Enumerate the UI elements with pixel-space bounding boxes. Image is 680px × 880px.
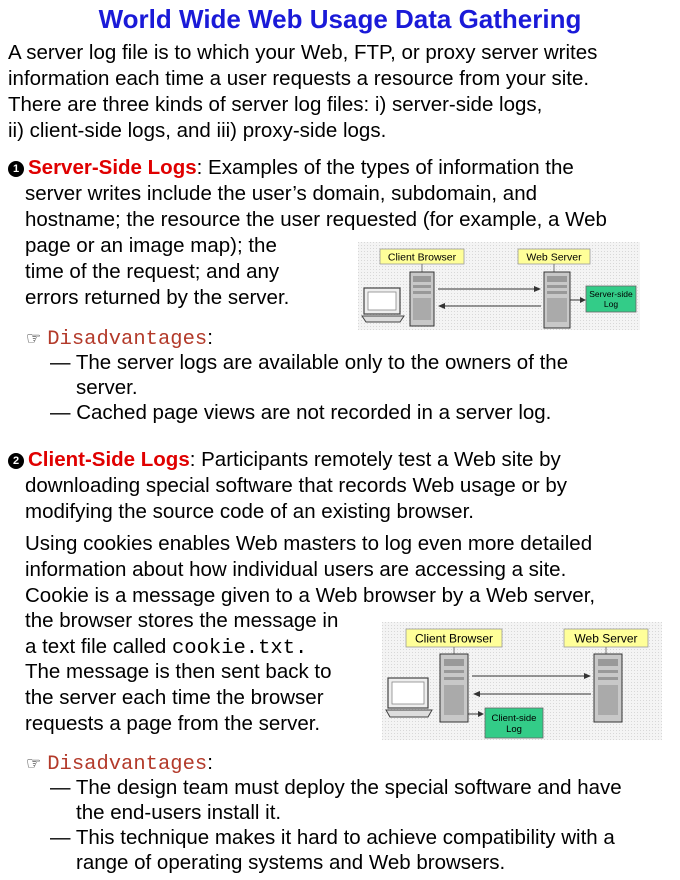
- client-log-label-line-1: Client-side: [491, 713, 537, 724]
- cookie-line-5: [25, 634, 307, 662]
- client-section-first-line: [8, 447, 561, 473]
- pointing-hand-icon: ☞: [26, 329, 42, 348]
- client-line-3: modifying the source code of an existing browser.: [25, 500, 474, 523]
- server-line-6: errors returned by the server.: [25, 286, 290, 309]
- cookie-line-4: the browser stores the message in: [25, 609, 339, 632]
- web-server-label: Web Server: [526, 251, 582, 264]
- client-bullet-1: — The design team must deploy the special software and have: [50, 776, 622, 799]
- cookie-line-7: the server each time the browser: [25, 686, 324, 709]
- intro-line-3: There are three kinds of server log files: i) server-side logs,: [8, 93, 543, 116]
- client-bullet-2: — This technique makes it hard to achieve compatibility with a: [50, 826, 615, 849]
- client-tower-icon: [410, 272, 434, 326]
- cookie-line-6: The message is then sent back to: [25, 660, 332, 683]
- cookie-line-1: Using cookies enables Web masters to log even more detailed: [25, 532, 593, 555]
- server-line-4: page or an image map); the: [25, 234, 277, 257]
- server-log-label-line-2: Log: [603, 299, 619, 309]
- computer-icon: [362, 288, 404, 322]
- client-log-label-line-2: Log: [506, 724, 522, 735]
- server-line-2: server writes include the user’s domain, subdomain, and: [25, 182, 538, 205]
- client-disadvantages-label: Disadvantages: [47, 753, 208, 776]
- server-side-log-diagram: [358, 242, 640, 330]
- page-title: World Wide Web Usage Data Gathering: [98, 4, 582, 34]
- client-line-1: : Participants remotely test a Web site by: [189, 448, 561, 471]
- client-bullet-2-cont: range of operating systems and Web browsers.: [76, 851, 506, 874]
- intro-line-1: A server log file is to which your Web, FTP, or proxy server writes: [8, 41, 598, 64]
- client-number-marker: 2: [8, 453, 24, 469]
- server-line-5: time of the request; and any: [25, 260, 280, 283]
- server-line-1: : Examples of the types of information the: [196, 156, 574, 179]
- cookie-line-2: information about how individual users are accessing a site.: [25, 558, 567, 581]
- server-disadvantages-label: Disadvantages: [47, 328, 208, 351]
- cookie-filename: cookie.txt.: [172, 637, 308, 660]
- server-number-marker: 1: [8, 161, 24, 177]
- client-disadvantages-heading: [26, 750, 213, 778]
- client-line-2: downloading special software that records Web usage or by: [25, 474, 568, 497]
- server-side-heading: Server-Side Logs: [28, 156, 197, 179]
- server-disadvantages-heading: [26, 325, 213, 353]
- server-line-3: hostname; the resource the user requested (for example, a Web: [25, 208, 607, 231]
- server-bullet-1: — The server logs are available only to the owners of the: [50, 351, 569, 374]
- cookie-line-8: requests a page from the server.: [25, 712, 321, 735]
- client-computer-icon: [386, 678, 432, 717]
- client-side-log-diagram: [382, 622, 662, 740]
- client-disadvantages-colon: :: [207, 751, 213, 774]
- client-bullet-1-cont: the end-users install it.: [76, 801, 282, 824]
- client-diagram-tower-icon: [440, 654, 468, 722]
- cookie-line-5-text: a text file called: [25, 635, 172, 658]
- cookie-line-3: Cookie is a message given to a Web browser by a Web server,: [25, 584, 596, 607]
- server-bullet-2: — Cached page views are not recorded in a server log.: [50, 401, 552, 424]
- pointing-hand-icon: ☞: [26, 754, 42, 773]
- server-disadvantages-colon: :: [207, 326, 213, 349]
- client-browser-label: Client Browser: [387, 251, 457, 264]
- client-side-heading: Client-Side Logs: [28, 448, 190, 471]
- server-bullet-1-cont: server.: [76, 376, 138, 399]
- server-section-first-line: [8, 155, 574, 181]
- intro-line-2: information each time a user requests a resource from your site.: [8, 67, 590, 90]
- server-log-label-line-1: Server-side: [589, 289, 633, 299]
- intro-line-4: ii) client-side logs, and iii) proxy-side logs.: [8, 119, 387, 142]
- client-diagram-server-icon: [594, 654, 622, 722]
- client-diagram-browser-label: Client Browser: [414, 631, 494, 646]
- client-diagram-server-label: Web Server: [574, 631, 638, 646]
- server-tower-icon: [544, 272, 570, 328]
